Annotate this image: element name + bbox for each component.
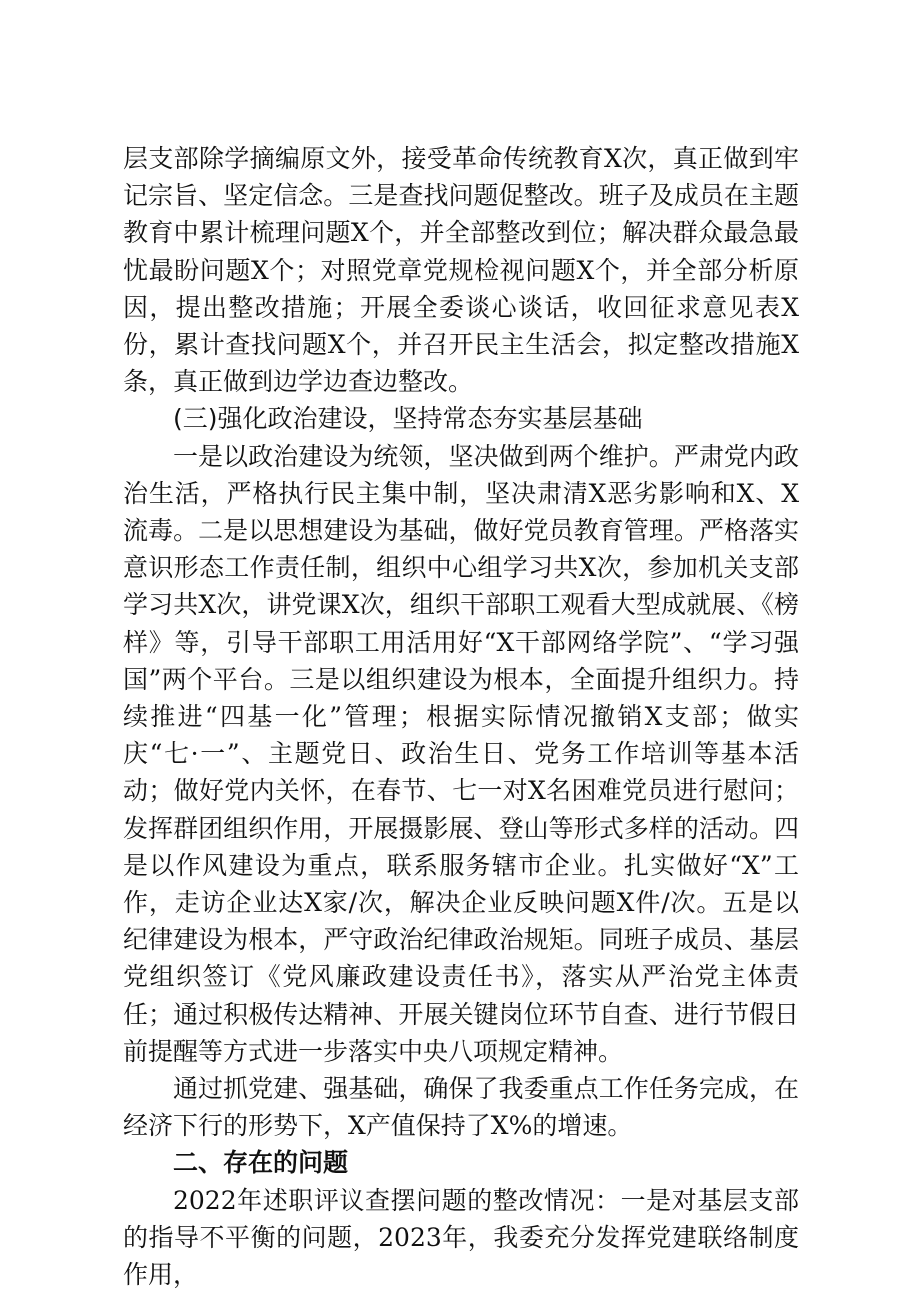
document-body	[123, 140, 799, 1293]
paragraph-continuation: 层支部除学摘编原文外，接受革命传统教育X次，真正做到牢记宗旨、坚定信念。三是查找问题促整改。班子及成员在主题教育中累计梳理问题X个，并全部整改到位；解决群众最急最忧最盼问题X个；对照党章党规检视问题X个，并全部分析原因，提出整改措施；开展全委谈心谈话，收回征求意见表X份，累计查找问题X个，并召开民主生活会，拟定整改措施X条，真正做到边学边查边整改。	[123, 144, 799, 397]
paragraph-political-building: 一是以政治建设为统领，坚决做到两个维护。严肃党内政治生活，严格执行民主集中制，坚决肃清X恶劣影响和X、X流毒。二是以思想建设为基础，做好党员教育管理。严格落实意识形态工作责任制，组织中心组学习共X次，参加机关支部学习共X次，讲党课X次，组织干部职工观看大型成就展、《榜样》等，引导干部职工用活用好“X干部网络学院”、“学习强国”两个平台。三是以组织建设为根本，全面提升组织力。持续推进“四基一化”管理；根据实际情况撤销X支部；做实庆“七·一”、主题党日、政治生日、党务工作培训等基本活动；做好党内关怀，在春节、七一对X名困难党员进行慰问；发挥群团组织作用，开展摄影展、登山等形式多样的活动。四是以作风建设为重点，联系服务辖市企业。扎实做好“X”工作，走访企业达X家/次，解决企业反映问题X件/次。五是以纪律建设为根本，严守政治纪律政治规矩。同班子成员、基层党组织签订《党风廉政建设责任书》，落实从严治党主体责任；通过积极传达精神、开展关键岗位环节自查、进行节假日前提醒等方式进一步落实中央八项规定精神。	[123, 441, 799, 1066]
paragraph-rectification-status: 2022年述职评议查摆问题的整改情况：一是对基层支部的指导不平衡的问题，2023年，我委充分发挥党建联络制度作用，	[123, 1185, 799, 1290]
subheading-strengthen-political-building: (三)强化政治建设，坚持常态夯实基层基础	[173, 404, 643, 434]
paragraph-summary: 通过抓党建、强基础，确保了我委重点工作任务完成，在经济下行的形势下，X产值保持了X%的增速。	[123, 1074, 799, 1141]
heading-existing-problems: 二、存在的问题	[173, 1148, 349, 1178]
